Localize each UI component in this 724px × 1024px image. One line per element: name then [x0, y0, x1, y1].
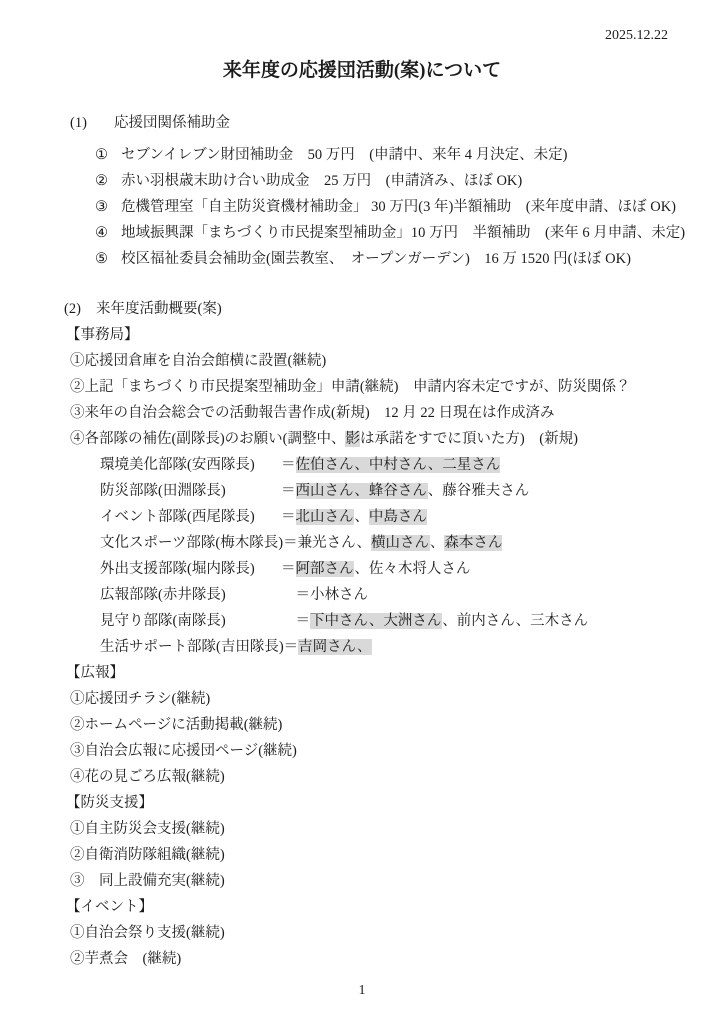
team-row	[100, 556, 668, 582]
activity-item: ③自治会広報に応援団ページ(継続)	[70, 743, 297, 759]
section2-number: (2)	[64, 301, 81, 317]
activity-item: ③ 同上設備充実(継続)	[70, 873, 225, 889]
team-row	[100, 608, 668, 634]
activity-item	[70, 426, 668, 452]
subsidy-item	[95, 220, 686, 246]
item-text: 赤い羽根歳末助け合い助成金 25 万円 (申請済み、ほぼ OK)	[121, 173, 523, 189]
team-members: ＝吉岡さん、	[283, 639, 372, 655]
team-row	[100, 634, 668, 660]
activity-item: ②上記「まちづくり市民提案型補助金」申請(継続) 申請内容未定ですが、防災関係？	[70, 379, 631, 395]
highlighted-name: 森本さん	[444, 535, 503, 551]
team-row	[100, 452, 668, 478]
group-title-event: 【イベント】	[66, 899, 153, 915]
highlighted-name: 横山さん	[370, 535, 430, 551]
team-label: 環境美化部隊(安西隊長)	[100, 457, 255, 473]
team-row	[100, 582, 668, 608]
section1-number: (1)	[70, 115, 87, 131]
subsidy-item	[95, 194, 677, 220]
page-number: 1	[358, 983, 366, 998]
page-title: 来年度の応援団活動(案)について	[222, 60, 502, 81]
item-text: は承諾をすでに頂いた方) (新規)	[359, 431, 578, 447]
item-number: ④	[95, 225, 108, 241]
activity-item: ①自主防災会支援(継続)	[70, 821, 225, 837]
section2-heading-text: 来年度活動概要(案)	[96, 301, 222, 317]
group-title-koho: 【広報】	[66, 665, 124, 681]
subsidy-item	[95, 142, 668, 168]
team-members: ＝阿部さん、佐々木将人さん	[281, 561, 471, 577]
team-row	[100, 530, 668, 556]
team-members: ＝西山さん、蜂谷さん、藤谷雅夫さん	[281, 483, 530, 499]
subsidy-list	[56, 142, 686, 272]
item-text: 地域振興課「まちづくり市民提案型補助金」10 万円 半額補助 (来年 6 月申請、未定)	[121, 225, 686, 241]
team-row	[100, 478, 668, 504]
team-label: 防災部隊(田淵隊長)	[100, 483, 226, 499]
section2-heading	[64, 296, 668, 322]
activity-item: ②ホームページに活動掲載(継続)	[70, 717, 283, 733]
team-label: 生活サポート部隊(吉田隊長)	[100, 639, 284, 655]
item-number: ③	[95, 199, 108, 215]
team-label: 文化スポーツ部隊(梅木隊長)	[100, 535, 284, 551]
section1-heading	[70, 110, 668, 136]
team-members: ＝小林さん	[281, 587, 368, 603]
document-date: 2025.12.22	[605, 28, 668, 43]
highlighted-name: 北山さん	[295, 509, 355, 525]
group-title-jimukyoku: 【事務局】	[66, 327, 139, 343]
subsidy-item	[95, 168, 668, 194]
team-members: ＝兼光さん、横山さん、森本さん	[283, 535, 503, 551]
item-text: ④各部隊の補佐(副隊長)のお願い(調整中、	[70, 431, 346, 447]
highlighted-text: 影	[345, 431, 360, 447]
team-members: ＝佐伯さん、中村さん、二星さん	[281, 457, 501, 473]
team-members: ＝下中さん、大洲さん、前内さん、三木さん	[281, 613, 589, 629]
item-number: ⑤	[95, 251, 108, 267]
group-title-bosai: 【防災支援】	[66, 795, 153, 811]
section1-heading-text: 応援団関係補助金	[114, 115, 230, 131]
activity-item: ①応援団チラシ(継続)	[70, 691, 211, 707]
team-label: 外出支援部隊(堀内隊長)	[100, 561, 255, 577]
team-row	[100, 504, 668, 530]
activity-item: ①自治会祭り支援(継続)	[70, 925, 225, 941]
highlighted-name: 佐伯さん、中村さん、二星さん	[295, 457, 501, 473]
team-label: 広報部隊(赤井隊長)	[100, 587, 226, 603]
item-number: ②	[95, 173, 108, 189]
team-members: ＝北山さん、中島さん	[281, 509, 427, 525]
item-text: セブンイレブン財団補助金 50 万円 (申請中、来年 4 月決定、未定)	[121, 147, 568, 163]
team-label: 見守り部隊(南隊長)	[100, 613, 226, 629]
item-number: ①	[95, 147, 108, 163]
highlighted-name: 中島さん	[368, 509, 427, 525]
activity-item: ④花の見ごろ広報(継続)	[70, 769, 225, 785]
activity-item: ③来年の自治会総会での活動報告書作成(新規) 12 月 22 日現在は作成済み	[70, 405, 555, 421]
item-text: 危機管理室「自主防災資機材補助金」 30 万円(3 年)半額補助 (来年度申請、ほぼ OK)	[121, 199, 677, 215]
highlighted-name: 西山さん、蜂谷さん	[295, 483, 428, 499]
activity-item: ①応援団倉庫を自治会館横に設置(継続)	[70, 353, 327, 369]
highlighted-name: 阿部さん	[295, 561, 355, 577]
item-text: 校区福祉委員会補助金(園芸教室、 オープンガーデン) 16 万 1520 円(ほぼ OK)	[121, 251, 631, 267]
highlighted-name: 吉岡さん、	[298, 639, 372, 655]
activity-item: ②自衛消防隊組織(継続)	[70, 847, 225, 863]
activity-item: ②芋煮会 (継続)	[70, 951, 182, 967]
highlighted-name: 下中さん、大洲さん	[310, 613, 443, 629]
subsidy-item	[95, 246, 668, 272]
team-label: イベント部隊(西尾隊長)	[100, 509, 255, 525]
